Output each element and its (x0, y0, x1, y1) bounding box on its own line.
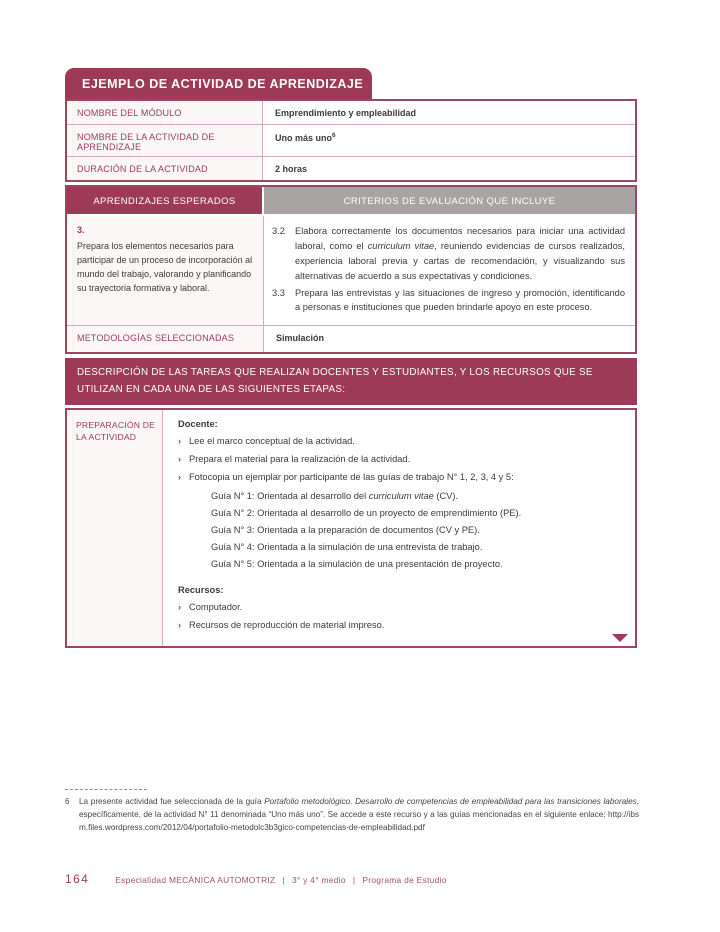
continuation-arrow-icon (612, 634, 628, 642)
preparation-table (65, 408, 637, 648)
footnote-text (79, 795, 639, 834)
criterion-text (295, 224, 625, 284)
methodology-label: METODOLOGÍAS SELECCIONADAS (67, 326, 264, 352)
info-table (65, 99, 637, 182)
guide-text-part: Guía N° 2: Orientada al desarrollo de un proyecto de emprendimiento (PE). (211, 507, 522, 518)
duration-value (263, 157, 635, 180)
table-row (67, 101, 635, 124)
criterion-text-italic: curriculum vitae (367, 240, 435, 251)
duration-text: 2 horas (275, 164, 308, 174)
criterion-text-part: Elabora correctamente los documentos necesarios para iniciar una actividad laboral, como el (295, 226, 625, 251)
activity-name-text: Uno más uno (275, 133, 333, 143)
criterion-text-part: Prepara las entrevistas y las situaciones de ingreso y promoción, identificando a personas e instituciones que pueden brindarle apoyo en este proceso. (295, 287, 625, 313)
activity-name-label: NOMBRE DE LA ACTIVIDAD DE APRENDIZAJE (67, 125, 263, 156)
activity-name-value (263, 125, 635, 156)
duration-label: DURACIÓN DE LA ACTIVIDAD (67, 157, 263, 180)
evaluation-criteria-header: CRITERIOS DE EVALUACIÓN QUE INCLUYE (264, 187, 635, 214)
list-item-text: Lee el marco conceptual de la actividad. (189, 435, 355, 446)
description-banner: DESCRIPCIÓN DE LAS TAREAS QUE REALIZAN DOCENTES Y ESTUDIANTES, Y LOS RECURSOS QUE SE UTILIZAN EN CADA UNA DE LAS SIGUIENTES ETAPAS: (65, 358, 637, 404)
expected-learning-header: APRENDIZAJES ESPERADOS (67, 187, 264, 214)
chevron-bullet-icon: › (178, 454, 182, 464)
criterion-text (295, 286, 625, 316)
guide-item (211, 541, 619, 555)
chevron-bullet-icon: › (178, 472, 182, 483)
chevron-bullet-icon: › (178, 620, 182, 631)
list-item-text: Prepara el material para la realización de la actividad. (189, 454, 411, 464)
section-title: EJEMPLO DE ACTIVIDAD DE APRENDIZAJE (82, 76, 364, 91)
table-row (67, 124, 635, 156)
footnote-row (65, 795, 639, 834)
guide-item (211, 507, 619, 521)
footnote-reference-superscript: 6 (332, 132, 336, 139)
stage-label: PREPARACIÓN DE LA ACTIVIDAD (67, 410, 163, 646)
footnote-number: 6 (65, 797, 70, 806)
footer-specialty: Especialidad MECÁNICA AUTOMOTRIZ (115, 875, 276, 885)
guide-item (211, 558, 619, 572)
learning-outcomes-table (65, 185, 637, 354)
list-item (178, 453, 619, 466)
section-title-tab (65, 68, 372, 99)
chevron-bullet-icon: › (178, 601, 182, 612)
criterion-text-part: , reuniendo evidencias de cursos realizados, experiencia laboral previa y cartas de recomendación, y visualizando sus alternativas de acuerdo a sus expectativas y condiciones. (295, 240, 626, 281)
criterion-item (272, 286, 625, 316)
docente-heading: Docente: (178, 418, 218, 429)
list-item (178, 619, 619, 632)
criterion-number: 3.3 (272, 287, 285, 298)
criterion-item (272, 224, 625, 284)
list-item (178, 471, 619, 484)
footnote-text-part: La presente actividad fue seleccionada de la guía (79, 797, 265, 806)
module-name-value (263, 101, 635, 124)
list-item-text: Fotocopia un ejemplar por participante de las guías de trabajo N° 1, 2, 3, 4 y 5: (189, 472, 514, 483)
table-row (67, 214, 635, 325)
list-item (178, 601, 619, 614)
page-number: 164 (65, 872, 90, 886)
footnote (65, 789, 639, 834)
module-name-label: NOMBRE DEL MÓDULO (67, 101, 263, 124)
footnote-text-part: , específicamente, de la actividad N° 11 denominada “Uno más uno”. Se accede a este recurso y a las guías mencionadas en el siguiente enlace: (79, 797, 639, 820)
footer-text (115, 875, 446, 885)
guide-item (211, 490, 619, 504)
table-row (67, 325, 635, 352)
guide-text-italic: curriculum vitae (368, 490, 434, 501)
methodology-value: Simulación (264, 326, 635, 352)
list-item-text: Computador. (189, 601, 243, 612)
guide-text-part: Guía N° 4: Orientada a la simulación de una entrevista de trabajo. (211, 541, 483, 552)
activity-example-block (65, 68, 637, 648)
recursos-heading: Recursos: (178, 584, 224, 595)
expected-learning-cell (67, 216, 264, 325)
page-footer (65, 872, 447, 886)
footer-separator: | (282, 875, 285, 885)
list-item (178, 435, 619, 448)
list-item-text: Recursos de reproducción de material impreso. (189, 620, 385, 631)
objective-text: Prepara los elementos necesarios para participar de un proceso de incorporación al mundo del trabajo, valorando y planificando su trayectoria formativa y laboral. (77, 240, 253, 293)
guide-text-part: (CV). (433, 490, 459, 501)
guide-item (211, 524, 619, 538)
objective-number: 3. (77, 225, 85, 235)
footer-separator: | (352, 875, 356, 885)
footnote-url[interactable]: http://ibsm.files.wordpress.com/2012/04/portafolio-metodolc3b3gico-competencias-de-empleabilidad.pdf (79, 810, 639, 833)
evaluation-criteria-cell (264, 216, 635, 325)
footer-program: Programa de Estudio (362, 875, 447, 885)
table-row (67, 156, 635, 180)
criterion-number: 3.2 (272, 226, 285, 236)
chevron-bullet-icon: › (178, 435, 182, 446)
guide-text-part: Guía N° 1: Orientada al desarrollo del (211, 490, 369, 501)
footer-grade: 3° y 4° medio (291, 875, 346, 885)
guide-text-part: Guía N° 3: Orientada a la preparación de documentos (CV y PE). (211, 524, 480, 535)
footnote-text-italic: Portafolio metodológico. Desarrollo de competencias de empleabilidad para las transiciones laborales (264, 797, 637, 806)
table-header-row (67, 187, 635, 214)
module-name-text: Emprendimiento y empleabilidad (275, 108, 417, 118)
guide-text-part: Guía N° 5: Orientada a la simulación de una presentación de proyecto. (211, 558, 503, 569)
stage-content (163, 410, 635, 646)
footnote-divider (65, 789, 147, 790)
